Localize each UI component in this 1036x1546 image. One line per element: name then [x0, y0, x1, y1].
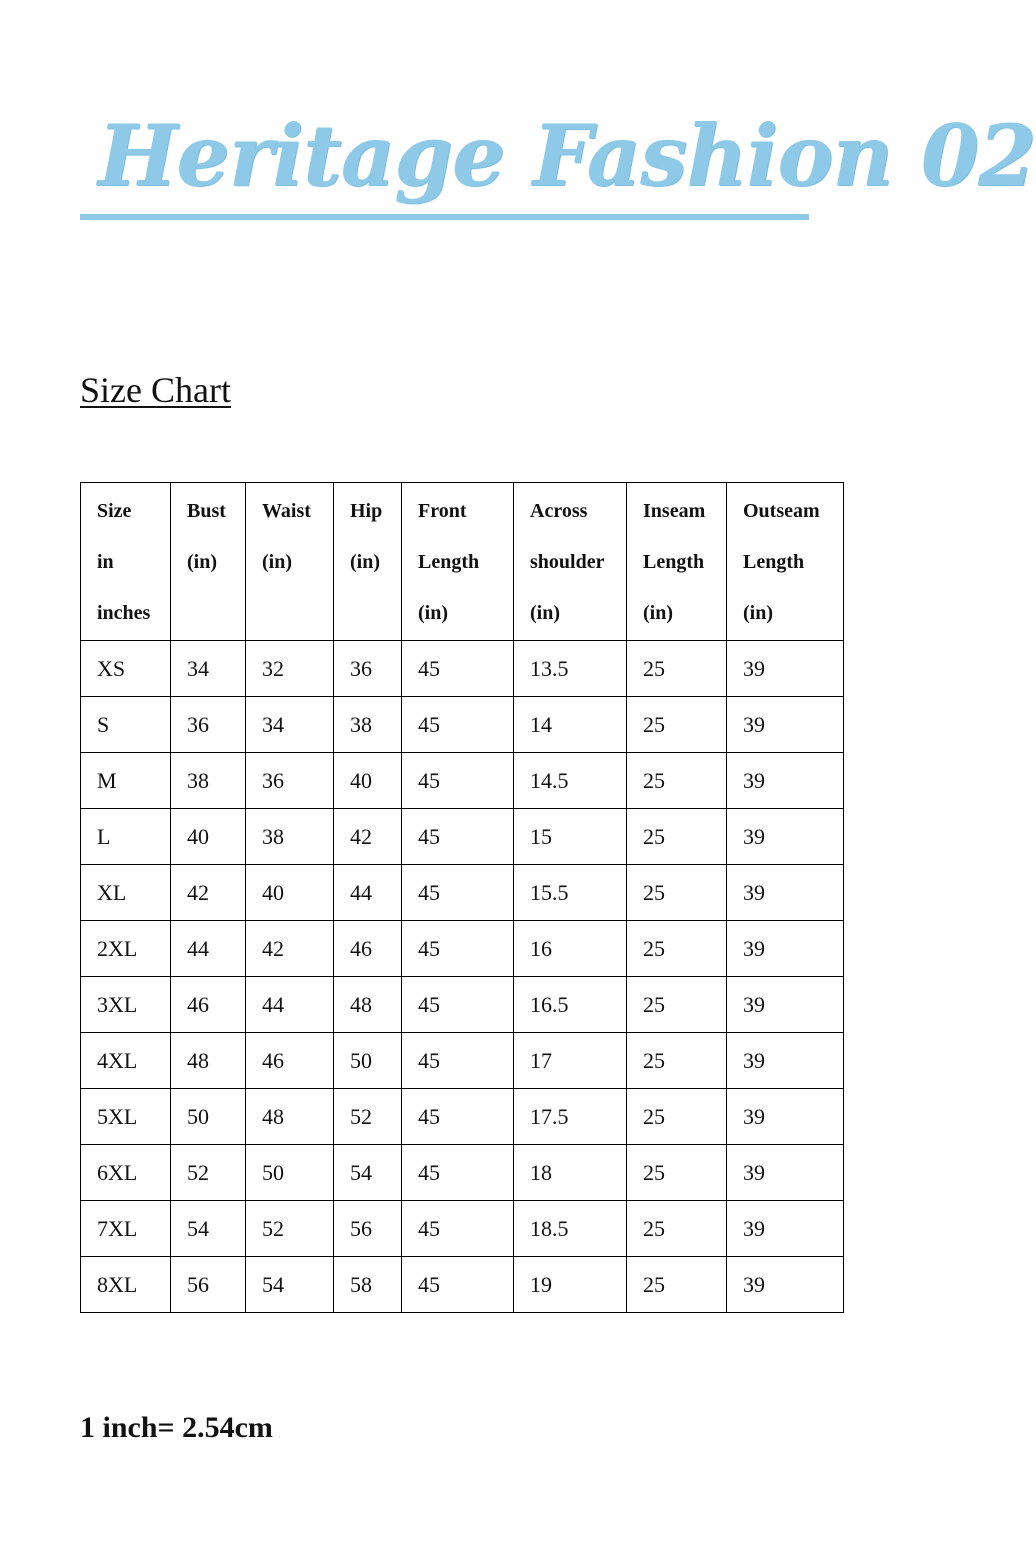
cell-inseam-length: 25	[627, 977, 727, 1033]
cell-waist: 46	[246, 1033, 334, 1089]
cell-hip: 42	[334, 809, 402, 865]
size-chart-table	[80, 482, 844, 1313]
cell-outseam-length: 39	[727, 1201, 844, 1257]
cell-outseam-length: 39	[727, 977, 844, 1033]
cell-across-shoulder: 13.5	[514, 641, 627, 697]
cell-waist: 54	[246, 1257, 334, 1313]
table-row	[81, 1201, 844, 1257]
cell-across-shoulder: 15.5	[514, 865, 627, 921]
cell-outseam-length: 39	[727, 1089, 844, 1145]
header-bust	[171, 483, 246, 641]
cell-front-length: 45	[402, 1201, 514, 1257]
header-line: Waist	[262, 500, 311, 522]
cell-across-shoulder: 16.5	[514, 977, 627, 1033]
cell-across-shoulder: 14.5	[514, 753, 627, 809]
header-line: Length	[643, 551, 705, 573]
header-hip	[334, 483, 402, 641]
header-inseam-length	[627, 483, 727, 641]
header-line: (in)	[418, 602, 448, 624]
header-across-shoulder	[514, 483, 627, 641]
table-row	[81, 977, 844, 1033]
cell-bust: 42	[171, 865, 246, 921]
cell-size: XS	[81, 641, 171, 697]
cell-size: XL	[81, 865, 171, 921]
cell-inseam-length: 25	[627, 1089, 727, 1145]
cell-outseam-length: 39	[727, 809, 844, 865]
cell-waist: 50	[246, 1145, 334, 1201]
cell-across-shoulder: 15	[514, 809, 627, 865]
cell-size: 4XL	[81, 1033, 171, 1089]
cell-bust: 52	[171, 1145, 246, 1201]
cell-inseam-length: 25	[627, 1201, 727, 1257]
cell-waist: 52	[246, 1201, 334, 1257]
header-line: (in)	[643, 602, 673, 624]
header-line: in	[97, 551, 114, 573]
table-row	[81, 1257, 844, 1313]
table-row	[81, 865, 844, 921]
cell-size: 3XL	[81, 977, 171, 1033]
cell-size: 6XL	[81, 1145, 171, 1201]
cell-hip: 48	[334, 977, 402, 1033]
cell-inseam-length: 25	[627, 1145, 727, 1201]
cell-outseam-length: 39	[727, 1145, 844, 1201]
cell-outseam-length: 39	[727, 641, 844, 697]
cell-size: 2XL	[81, 921, 171, 977]
cell-outseam-length: 39	[727, 865, 844, 921]
cell-front-length: 45	[402, 1033, 514, 1089]
header-line: (in)	[350, 551, 380, 573]
cell-front-length: 45	[402, 865, 514, 921]
page-title: Size Chart	[80, 370, 231, 410]
cell-size: 8XL	[81, 1257, 171, 1313]
header-line: Size	[97, 500, 132, 522]
cell-bust: 46	[171, 977, 246, 1033]
cell-inseam-length: 25	[627, 1033, 727, 1089]
cell-hip: 44	[334, 865, 402, 921]
header-outseam-length	[727, 483, 844, 641]
cell-waist: 40	[246, 865, 334, 921]
table-body	[81, 641, 844, 1313]
cell-bust: 44	[171, 921, 246, 977]
cell-front-length: 45	[402, 809, 514, 865]
cell-hip: 54	[334, 1145, 402, 1201]
cell-outseam-length: 39	[727, 753, 844, 809]
cell-size: L	[81, 809, 171, 865]
cell-outseam-length: 39	[727, 1033, 844, 1089]
cell-bust: 40	[171, 809, 246, 865]
cell-waist: 44	[246, 977, 334, 1033]
cell-inseam-length: 25	[627, 753, 727, 809]
cell-outseam-length: 39	[727, 1257, 844, 1313]
cell-waist: 38	[246, 809, 334, 865]
header-line: (in)	[530, 602, 560, 624]
cell-hip: 38	[334, 697, 402, 753]
cell-bust: 34	[171, 641, 246, 697]
cell-inseam-length: 25	[627, 921, 727, 977]
table-row	[81, 1145, 844, 1201]
table-row	[81, 1033, 844, 1089]
header-line: shoulder	[530, 551, 605, 573]
cell-front-length: 45	[402, 977, 514, 1033]
table-header-row	[81, 483, 844, 641]
table-row	[81, 921, 844, 977]
cell-waist: 34	[246, 697, 334, 753]
cell-bust: 38	[171, 753, 246, 809]
cell-across-shoulder: 17	[514, 1033, 627, 1089]
table-row	[81, 641, 844, 697]
cell-front-length: 45	[402, 1257, 514, 1313]
cell-across-shoulder: 18	[514, 1145, 627, 1201]
conversion-note: 1 inch= 2.54cm	[80, 1411, 273, 1444]
cell-inseam-length: 25	[627, 1257, 727, 1313]
header-line: inches	[97, 602, 151, 624]
cell-bust: 50	[171, 1089, 246, 1145]
table-row	[81, 809, 844, 865]
cell-bust: 48	[171, 1033, 246, 1089]
cell-bust: 36	[171, 697, 246, 753]
cell-inseam-length: 25	[627, 697, 727, 753]
header-line: Hip	[350, 500, 383, 522]
header-front-length	[402, 483, 514, 641]
cell-size: M	[81, 753, 171, 809]
cell-size: 7XL	[81, 1201, 171, 1257]
cell-hip: 46	[334, 921, 402, 977]
cell-waist: 32	[246, 641, 334, 697]
header-line: (in)	[187, 551, 217, 573]
cell-size: S	[81, 697, 171, 753]
cell-front-length: 45	[402, 753, 514, 809]
cell-across-shoulder: 18.5	[514, 1201, 627, 1257]
cell-hip: 50	[334, 1033, 402, 1089]
header-waist	[246, 483, 334, 641]
cell-size: 5XL	[81, 1089, 171, 1145]
cell-inseam-length: 25	[627, 641, 727, 697]
cell-front-length: 45	[402, 921, 514, 977]
header-line: Length	[418, 551, 480, 573]
cell-hip: 52	[334, 1089, 402, 1145]
cell-outseam-length: 39	[727, 697, 844, 753]
cell-front-length: 45	[402, 697, 514, 753]
header-line: (in)	[262, 551, 292, 573]
cell-inseam-length: 25	[627, 865, 727, 921]
header-size	[81, 483, 171, 641]
cell-bust: 54	[171, 1201, 246, 1257]
header-line: (in)	[743, 602, 773, 624]
brand-logo-underline	[80, 214, 809, 220]
header-line: Bust	[187, 500, 226, 522]
cell-bust: 56	[171, 1257, 246, 1313]
cell-waist: 36	[246, 753, 334, 809]
cell-outseam-length: 39	[727, 921, 844, 977]
table-row	[81, 1089, 844, 1145]
brand-logo-text: Heritage Fashion 02	[98, 106, 1036, 205]
cell-inseam-length: 25	[627, 809, 727, 865]
cell-across-shoulder: 19	[514, 1257, 627, 1313]
brand-logo	[80, 95, 1036, 235]
cell-hip: 58	[334, 1257, 402, 1313]
header-line: Inseam	[643, 500, 706, 522]
cell-hip: 36	[334, 641, 402, 697]
table-row	[81, 697, 844, 753]
header-line: Front	[418, 500, 467, 522]
cell-across-shoulder: 17.5	[514, 1089, 627, 1145]
cell-across-shoulder: 16	[514, 921, 627, 977]
cell-front-length: 45	[402, 1089, 514, 1145]
header-line: Outseam	[743, 500, 820, 522]
header-line: Across	[530, 500, 588, 522]
cell-hip: 56	[334, 1201, 402, 1257]
cell-hip: 40	[334, 753, 402, 809]
cell-front-length: 45	[402, 1145, 514, 1201]
table-row	[81, 753, 844, 809]
cell-waist: 48	[246, 1089, 334, 1145]
cell-front-length: 45	[402, 641, 514, 697]
header-line: Length	[743, 551, 805, 573]
cell-across-shoulder: 14	[514, 697, 627, 753]
cell-waist: 42	[246, 921, 334, 977]
